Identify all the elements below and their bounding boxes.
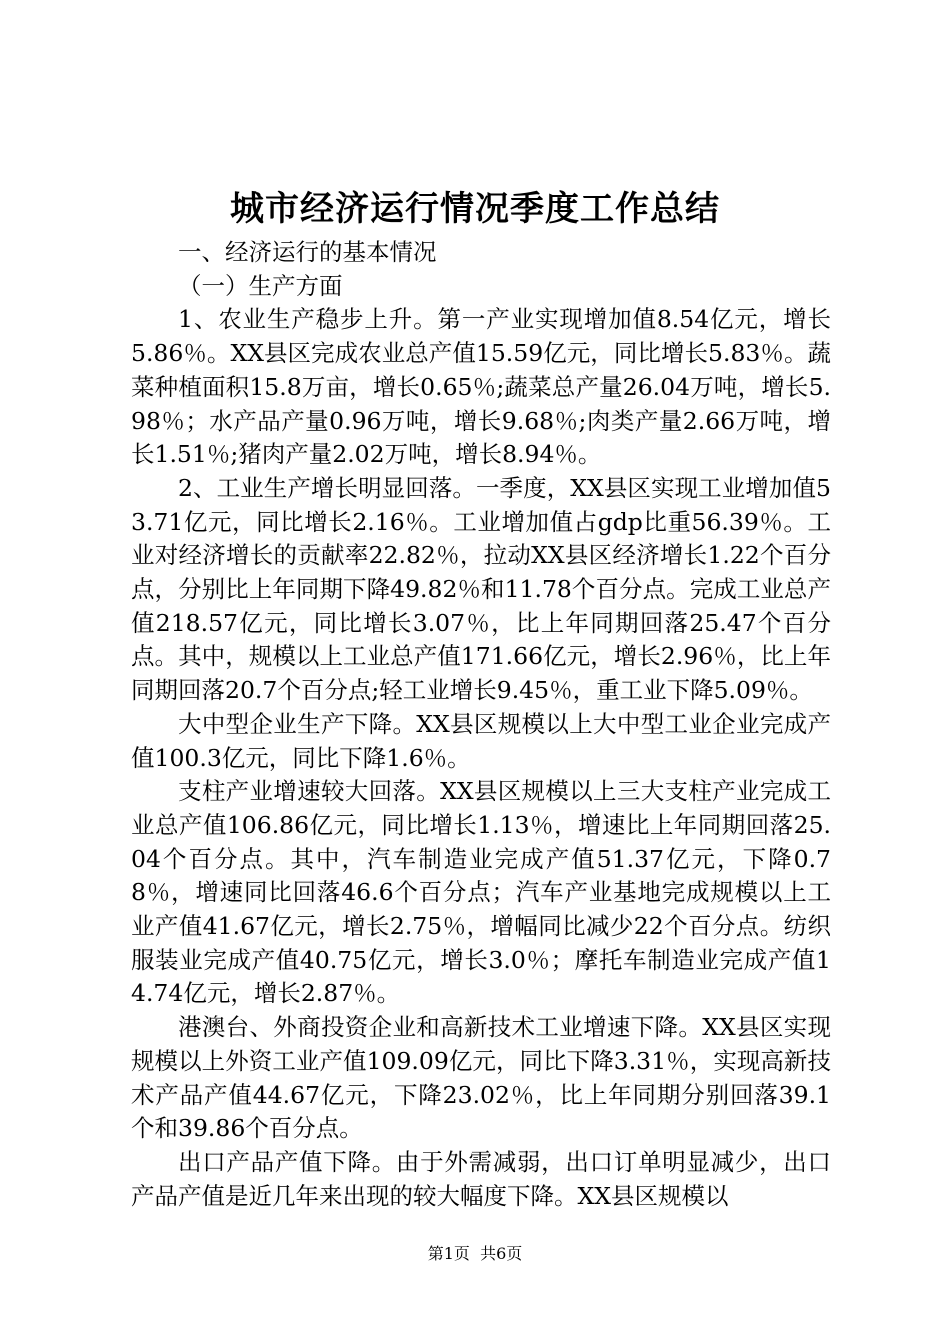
document-title: 城市经济运行情况季度工作总结 xyxy=(230,189,720,229)
page-number: 第1页 xyxy=(427,1244,470,1263)
page-footer xyxy=(0,1243,950,1265)
paragraph-agriculture: 1、农业生产稳步上升。第一产业实现增加值8.54亿元，增长5.86％。XX县区完成农业总产值15.59亿元，同比增长5.83％。蔬菜种植面积15.8万亩，增长0.65％;蔬菜总产量26.04万吨，增长5.98％；水产品产量0.96万吨，增长9.68％;肉类产量2.66万吨，增长1.51％;猪肉产量2.02万吨，增长8.94％。 xyxy=(131,305,831,469)
paragraph-pillar-industries: 支柱产业增速较大回落。XX县区规模以上三大支柱产业完成工业总产值106.86亿元，同比增长1.13％，增速比上年同期回落25.04个百分点。其中，汽车制造业完成产值51.37亿元，下降0.78％，增速同比回落46.6个百分点；汽车产业基地完成规模以上工业产值41.67亿元，增长2.75％，增幅同比减少22个百分点。纺织服装业完成产值40.75亿元，增长3.0％；摩托车制造业完成产值14.74亿元，增长2.87％。 xyxy=(131,777,831,1008)
paragraph-foreign-hightech: 港澳台、外商投资企业和高新技术工业增速下降。XX县区实现规模以上外资工业产值109.09亿元，同比下降3.31％，实现高新技术产品产值44.67亿元，下降23.02％，比上年同期分别回落39.1个和39.86个百分点。 xyxy=(131,1013,831,1143)
document-body xyxy=(131,236,831,1213)
section-heading: 一、经济运行的基本情况 xyxy=(178,238,437,266)
paragraph-export: 出口产品产值下降。由于外需减弱，出口订单明显减少，出口产品产值是近几年来出现的较大幅度下降。XX县区规模以 xyxy=(131,1147,831,1210)
paragraph-large-enterprises: 大中型企业生产下降。XX县区规模以上大中型工业企业完成产值100.3亿元，同比下降1.6％。 xyxy=(131,709,831,772)
page-total: 共6页 xyxy=(480,1244,523,1263)
subsection-heading: （一）生产方面 xyxy=(178,271,343,300)
paragraph-industry: 2、工业生产增长明显回落。一季度，XX县区实现工业增加值53.71亿元，同比增长2.16％。工业增加值占gdp比重56.39％。工业对经济增长的贡献率22.82％，拉动XX县区经济增长1.22个百分点，分别比上年同期下降49.82％和11.78个百分点。完成工业总产值218.57亿元，同比增长3.07％，比上年同期回落25.47个百分点。其中，规模以上工业总产值171.66亿元，增长2.96％，比上年同期回落20.7个百分点;轻工业增长9.45％，重工业下降5.09％。 xyxy=(131,473,831,705)
